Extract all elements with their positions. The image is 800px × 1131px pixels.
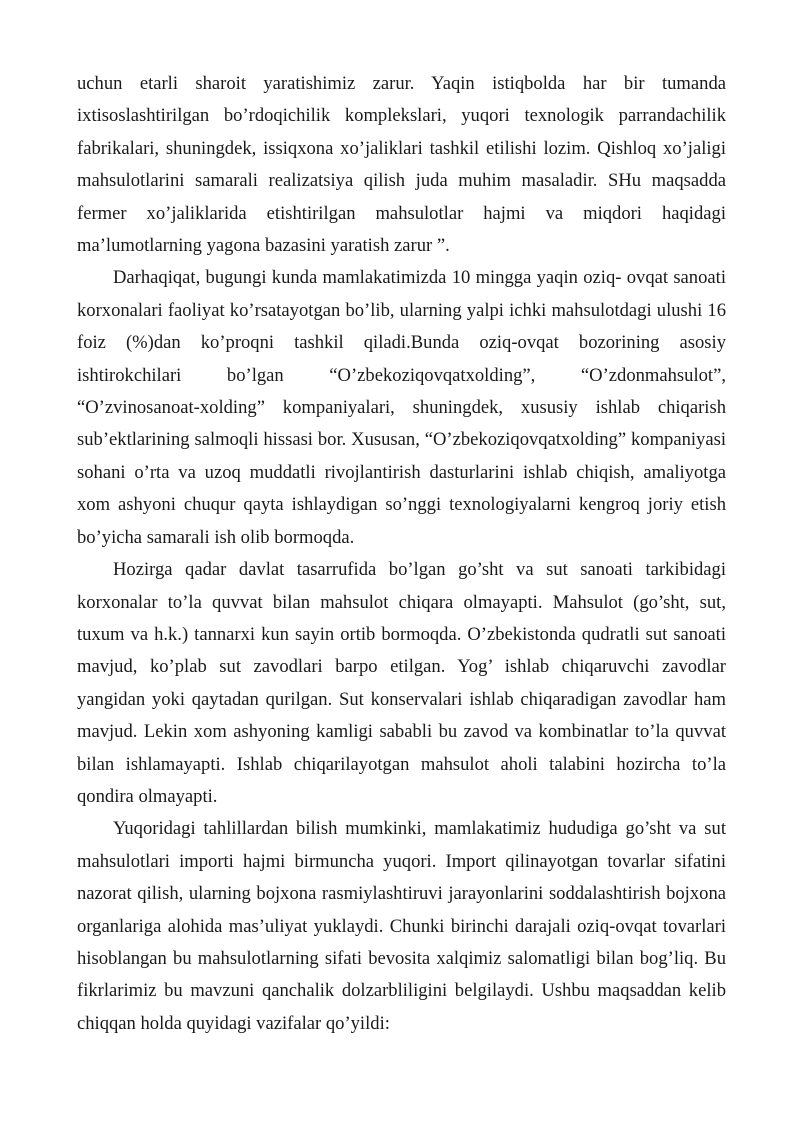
document-page (77, 68, 726, 1040)
paragraph-food-industry: Darhaqiqat, bugungi kunda mamlakatimizda 10 mingga yaqin oziq- ovqat sanoati korxonalari faoliyat ko’rsatayotgan bo’lib, ularning yalpi ichki mahsulotdagi ulushi 16 foiz (%)dan ko’proqni tashkil qiladi.Bunda oziq-ovqat bozorining asosiy ishtirokchilari bo’lgan “O’zbekoziqovqatxolding”, “O’zdonmahsulot”, “O’zvinosanoat-xolding” kompaniyalari, shuningdek, xususiy ishlab chiqarish sub’ektlarining salmoqli hissasi bor. Xususan, “O’zbekoziqovqatxolding” kompaniyasi sohani o’rta va uzoq muddatli rivojlantirish dasturlarini ishlab chiqish, amaliyotga xom ashyoni chuqur qayta ishlaydigan so’nggi texnologiyalarni kengroq joriy etish bo’yicha samarali ish olib bormoqda. (77, 267, 726, 548)
paragraph-continuation: uchun etarli sharoit yaratishimiz zarur. Yaqin istiqbolda har bir tumanda ixtisoslashtirilgan bo’rdoqichilik komplekslari, yuqori texnologik parrandachilik fabrikalari, shuningdek, issiqxona xo’jaliklari tashkil etilishi lozim. Qishloq xo’jaligi mahsulotlarini samarali realizatsiya qilish juda muhim masaladir. SHu maqsadda fermer xo’jaliklarida etishtirilgan mahsulotlar hajmi va miqdori haqidagi ma’lumotlarning yagona bazasini yaratish zarur ”. (77, 73, 726, 257)
paragraph-meat-dairy: Hozirga qadar davlat tasarrufida bo’lgan go’sht va sut sanoati tarkibidagi korxonalar to’la quvvat bilan mahsulot chiqara olmayapti. Mahsulot (go’sht, sut, tuxum va h.k.) tannarxi kun sayin ortib bormoqda. O’zbekistonda qudratli sut sanoati mavjud, ko’plab sut zavodlari barpo etilgan. Yog’ ishlab chiqaruvchi zavodlar yangidan yoki qaytadan qurilgan. Sut konservalari ishlab chiqaradigan zavodlar ham mavjud. Lekin xom ashyoning kamligi sababli bu zavod va kombinatlar to’la quvvat bilan ishlamayapti. Ishlab chiqarilayotgan mahsulot aholi talabini hozircha to’la qondira olmayapti. (77, 559, 726, 807)
paragraph-import-analysis: Yuqoridagi tahlillardan bilish mumkinki, mamlakatimiz hududiga go’sht va sut mahsulotlari importi hajmi birmuncha yuqori. Import qilinayotgan tovarlar sifatini nazorat qilish, ularning bojxona rasmiylashtiruvi jarayonlarini soddalashtirish bojxona organlariga alohida mas’uliyat yuklaydi. Chunki birinchi darajali oziq-ovqat tovarlari hisoblangan bu mahsulotlarning sifati bevosita xalqimiz salomatligi bilan bog’liq. Bu fikrlarimiz bu mavzuni qanchalik dolzarbliligini belgilaydi. Ushbu maqsaddan kelib chiqqan holda quyidagi vazifalar qo’yildi: (77, 818, 726, 1034)
